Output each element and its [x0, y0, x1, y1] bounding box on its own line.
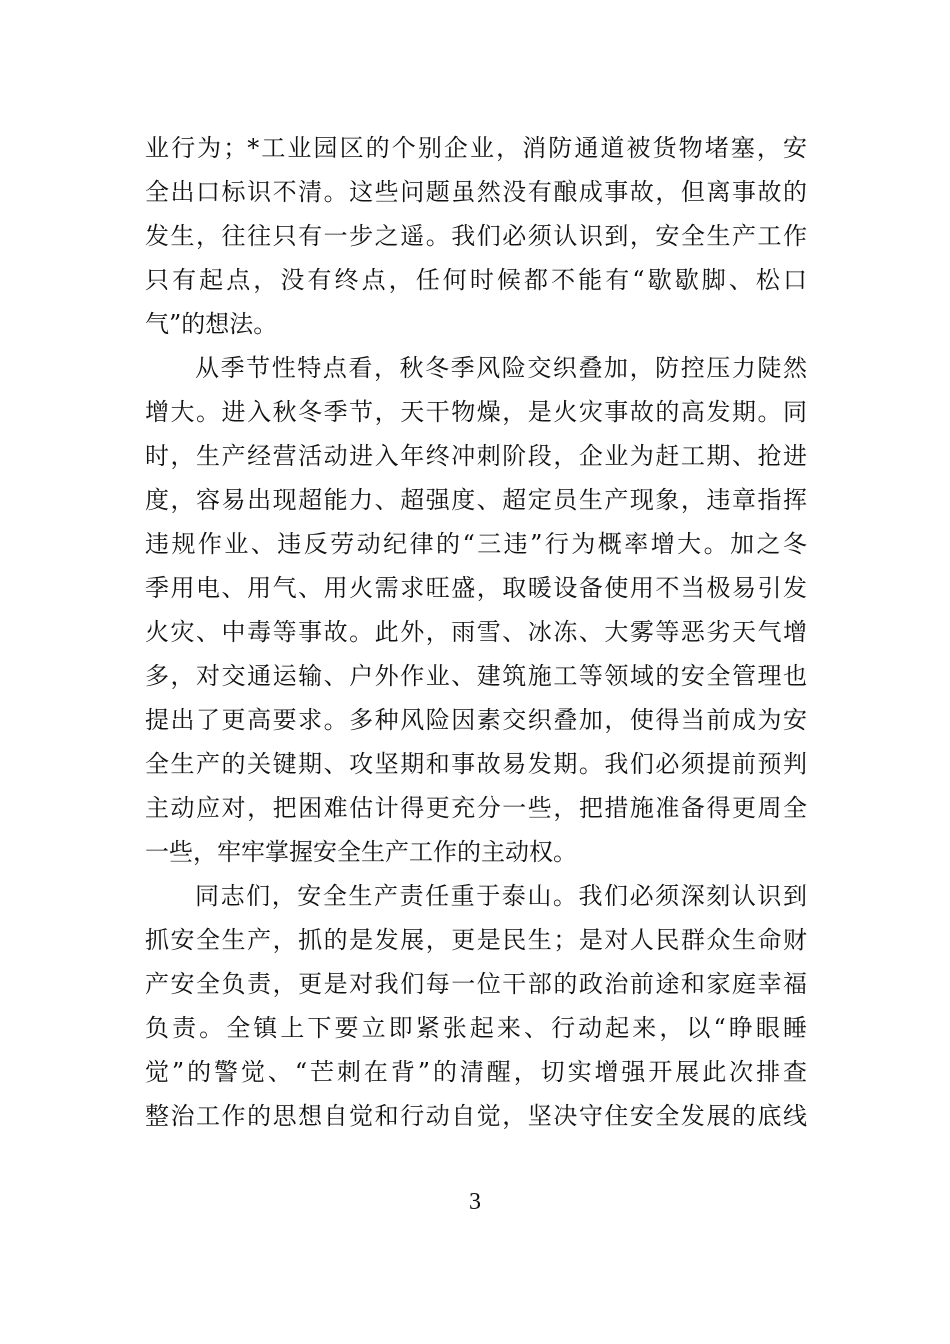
text-line: 火灾、中毒等事故。此外，雨雪、冰冻、大雾等恶劣天气增	[145, 618, 807, 646]
text-line: 一些，牢牢掌握安全生产工作的主动权。	[145, 838, 577, 866]
text-line: 主动应对，把困难估计得更充分一些，把措施准备得更周全	[145, 794, 807, 822]
text-line: 气”的想法。	[145, 310, 278, 338]
text-line: 违规作业、违反劳动纪律的“三违”行为概率增大。加之冬	[145, 530, 807, 558]
text-line: 度，容易出现超能力、超强度、超定员生产现象，违章指挥	[145, 486, 807, 514]
text-line: 只有起点，没有终点，任何时候都不能有“歇歇脚、松口	[145, 266, 807, 294]
text-line: 全出口标识不清。这些问题虽然没有酿成事故，但离事故的	[145, 178, 807, 206]
text-line: 业行为；*工业园区的个别企业，消防通道被货物堵塞，安	[145, 134, 807, 162]
paragraph-continuation	[145, 126, 807, 346]
text-line: 季用电、用气、用火需求旺盛，取暖设备使用不当极易引发	[145, 574, 807, 602]
text-line: 同志们，安全生产责任重于泰山。我们必须深刻认识到	[195, 882, 807, 910]
text-line: 产安全负责，更是对我们每一位干部的政治前途和家庭幸福	[145, 970, 807, 998]
text-line: 全生产的关键期、攻坚期和事故易发期。我们必须提前预判	[145, 750, 807, 778]
text-line: 整治工作的思想自觉和行动自觉，坚决守住安全发展的底线	[145, 1102, 807, 1130]
body-text	[145, 126, 807, 1138]
page-number: 3	[469, 1189, 481, 1215]
text-line: 多，对交通运输、户外作业、建筑施工等领域的安全管理也	[145, 662, 807, 690]
text-line: 时，生产经营活动进入年终冲刺阶段，企业为赶工期、抢进	[145, 442, 807, 470]
paragraph-responsibility	[145, 874, 807, 1138]
text-line: 觉”的警觉、“芒刺在背”的清醒，切实增强开展此次排查	[145, 1058, 807, 1086]
paragraph-seasonal-risks	[145, 346, 807, 874]
text-line: 从季节性特点看，秋冬季风险交织叠加，防控压力陡然	[195, 354, 807, 382]
text-line: 抓安全生产，抓的是发展，更是民生；是对人民群众生命财	[145, 926, 807, 954]
text-line: 增大。进入秋冬季节，天干物燥，是火灾事故的高发期。同	[145, 398, 807, 426]
text-line: 提出了更高要求。多种风险因素交织叠加，使得当前成为安	[145, 706, 807, 734]
text-line: 发生，往往只有一步之遥。我们必须认识到，安全生产工作	[145, 222, 807, 250]
text-line: 负责。全镇上下要立即紧张起来、行动起来，以“睁眼睡	[145, 1014, 807, 1042]
